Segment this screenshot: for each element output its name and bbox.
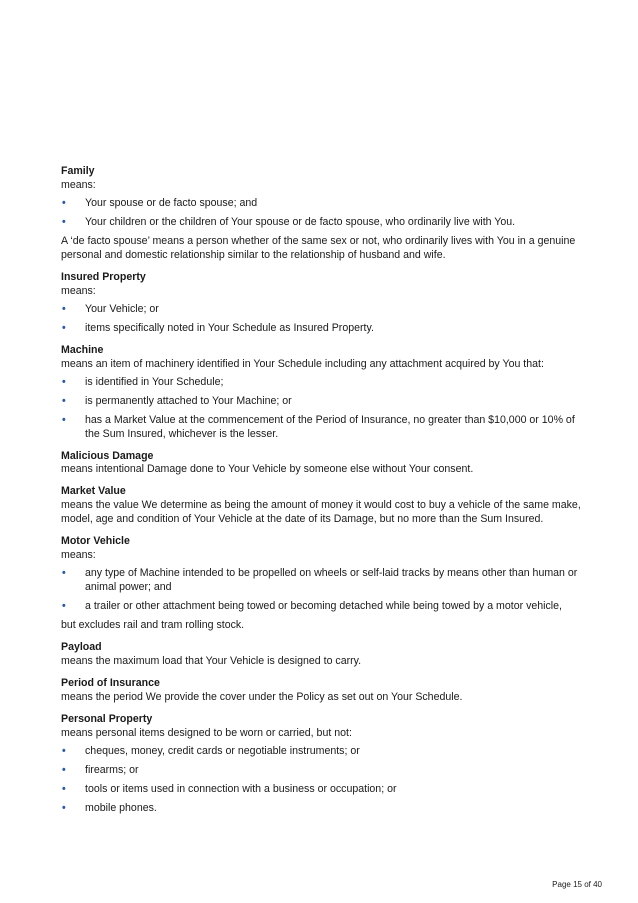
list-item-text: Your children or the children of Your spouse or de facto spouse, who ordinarily live with You. xyxy=(85,215,516,228)
definition-text: means the value We determine as being the amount of money it would cost to buy a vehicle of the same make, model, age and condition of Your Vehicle at the date of its Damage, but no more than the Sum Insured. xyxy=(61,499,581,526)
bullet-icon: • xyxy=(62,215,66,228)
term-payload: Payload xyxy=(61,641,102,654)
list-item-text: Your spouse or de facto spouse; and xyxy=(85,196,258,209)
list-item xyxy=(61,600,591,614)
definitions-page xyxy=(61,165,591,821)
list-item-text: a trailer or other attachment being towed or becoming detached while being towed by a motor vehicle, xyxy=(85,600,562,613)
bullet-icon: • xyxy=(62,196,66,209)
definition-text: means: xyxy=(61,549,96,562)
list-item xyxy=(61,216,591,230)
bullet-icon: • xyxy=(62,801,66,814)
term-machine: Machine xyxy=(61,343,104,356)
list-item xyxy=(61,376,591,390)
term-period-of-insurance: Period of Insurance xyxy=(61,677,160,690)
bullet-icon: • xyxy=(62,744,66,757)
list-item-text: items specifically noted in Your Schedule as Insured Property. xyxy=(85,321,374,334)
definition-note: but excludes rail and tram rolling stock. xyxy=(61,619,245,632)
list-item xyxy=(61,414,591,442)
list-item xyxy=(61,802,591,816)
list-item xyxy=(61,764,591,778)
term-insured-property: Insured Property xyxy=(61,270,146,283)
definition-text: means an item of machinery identified in Your Schedule including any attachment acquired by You that: xyxy=(61,357,544,370)
definition-text: means intentional Damage done to Your Vehicle by someone else without Your consent. xyxy=(61,463,474,476)
list-item-text: has a Market Value at the commencement of the Period of Insurance, no greater than $10,000 or 10% of the Sum Insured, whichever is the lesser. xyxy=(85,413,575,440)
bullet-icon: • xyxy=(62,600,66,613)
list-item xyxy=(61,783,591,797)
bullet-list xyxy=(61,303,591,336)
bullet-icon: • xyxy=(62,763,66,776)
list-item-text: mobile phones. xyxy=(85,801,157,814)
bullet-icon: • xyxy=(62,782,66,795)
term-family: Family xyxy=(61,165,95,177)
term-market-value: Market Value xyxy=(61,485,126,498)
list-item-text: is identified in Your Schedule; xyxy=(85,375,224,388)
list-item xyxy=(61,395,591,409)
list-item xyxy=(61,303,591,317)
bullet-icon: • xyxy=(62,567,66,580)
list-item-text: cheques, money, credit cards or negotiable instruments; or xyxy=(85,744,360,757)
list-item xyxy=(61,567,591,595)
list-item xyxy=(61,745,591,759)
bullet-list xyxy=(61,376,591,442)
definition-text: means the period We provide the cover under the Policy as set out on Your Schedule. xyxy=(61,691,463,704)
definition-text: means personal items designed to be worn or carried, but not: xyxy=(61,727,352,739)
list-item-text: Your Vehicle; or xyxy=(85,302,159,315)
list-item-text: tools or items used in connection with a business or occupation; or xyxy=(85,782,397,795)
list-item-text: firearms; or xyxy=(85,763,139,776)
term-malicious-damage: Malicious Damage xyxy=(61,449,154,462)
list-item xyxy=(61,197,591,211)
page-number: Page 15 of 40 xyxy=(552,880,602,889)
bullet-icon: • xyxy=(62,302,66,315)
definition-text: means the maximum load that Your Vehicle is designed to carry. xyxy=(61,655,362,668)
bullet-icon: • xyxy=(62,375,66,388)
definition-text: means: xyxy=(61,284,96,297)
bullet-icon: • xyxy=(62,394,66,407)
bullet-icon: • xyxy=(62,321,66,334)
bullet-list xyxy=(61,197,591,230)
list-item-text: any type of Machine intended to be propelled on wheels or self-laid tracks by means other than human or animal power; and xyxy=(85,567,578,594)
bullet-list xyxy=(61,745,591,816)
definition-text: means: xyxy=(61,178,96,191)
bullet-list xyxy=(61,567,591,614)
term-personal-property: Personal Property xyxy=(61,713,153,726)
bullet-icon: • xyxy=(62,413,66,426)
list-item-text: is permanently attached to Your Machine; or xyxy=(85,394,292,407)
definition-note: A ‘de facto spouse’ means a person whether of the same sex or not, who ordinarily lives with You in a genuine personal and domestic relationship similar to the relationship of husband and wife. xyxy=(61,234,576,261)
list-item xyxy=(61,322,591,336)
term-motor-vehicle: Motor Vehicle xyxy=(61,535,130,548)
